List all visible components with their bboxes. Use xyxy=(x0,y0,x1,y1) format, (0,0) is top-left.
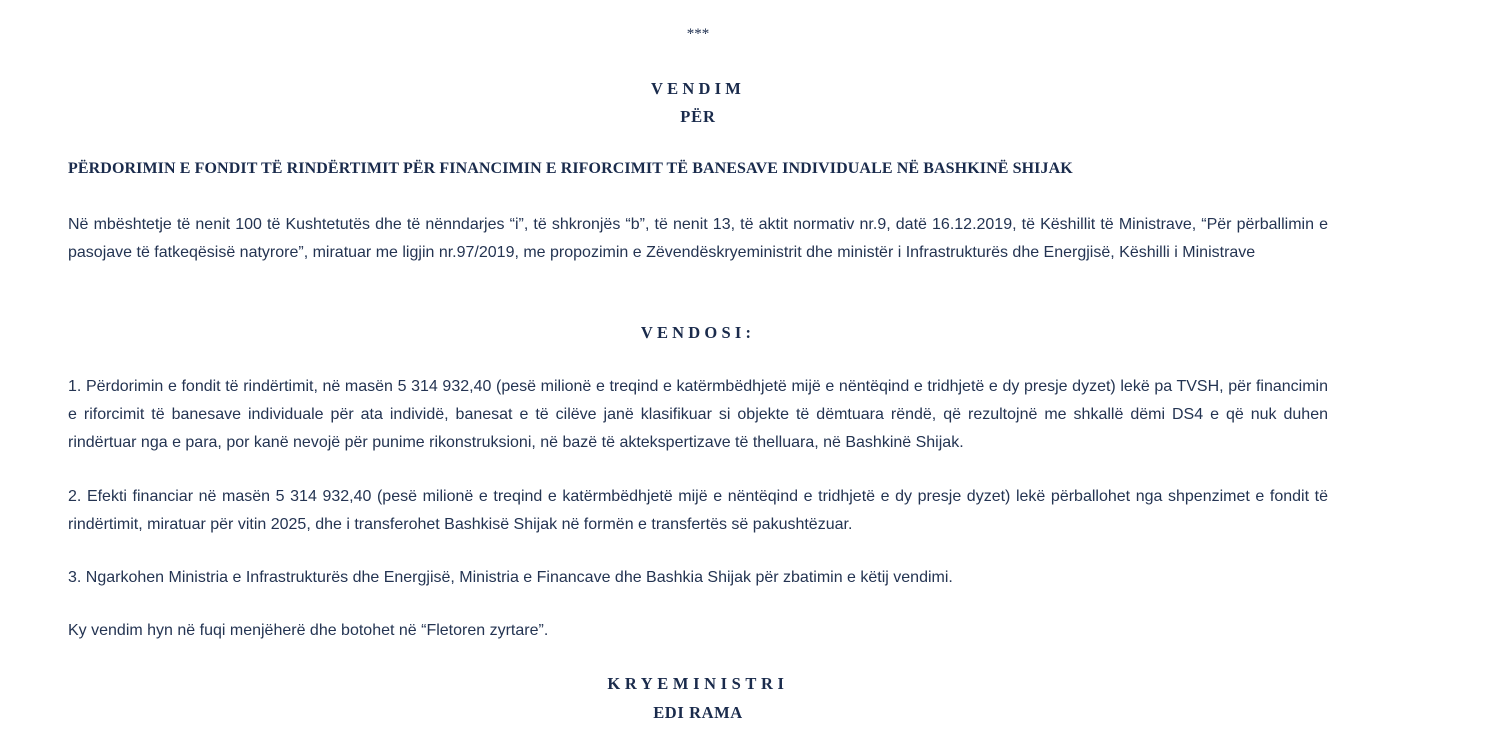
preamble-paragraph: Në mbështetje të nenit 100 të Kushtetutës dhe të nënndarjes “i”, të shkronjës “b”, të nenit 13, të aktit normativ nr.9, datë 16.12.2019, të Këshillit të Ministrave, “Për përballimin e pasojave të fatkeqësisë natyrore”, miratuar me ligjin nr.97/2019, me propozimin e Zëvendëskryeministrit dhe ministër i Infrastrukturës dhe Energjisë, Këshilli i Ministrave xyxy=(68,216,1328,261)
document-subject: PËRDORIMIN E FONDIT TË RINDËRTIMIT PËR FINANCIMIN E RIFORCIMIT TË BANESAVE INDIVIDUALE NË BASHKINË SHIJAK xyxy=(68,160,1073,177)
document-heading: VENDIM xyxy=(651,79,745,98)
separator-stars: *** xyxy=(686,26,710,42)
signatory-name: EDI RAMA xyxy=(653,703,743,722)
decision-heading: VENDOSI: xyxy=(640,323,756,342)
decision-point-3: 3. Ngarkohen Ministria e Infrastrukturës dhe Energjisë, Ministria e Financave dhe Bashkia Shijak për zbatimin e këtij vendimi. xyxy=(68,569,953,586)
document-subheading: PËR xyxy=(680,107,716,126)
decision-point-2: 2. Efekti financiar në masën 5 314 932,40 (pesë milionë e treqind e katërmbëdhjetë mijë e nëntëqind e tridhjetë e dy presje dyzet) lekë përballohet nga shpenzimet e fondit të rindërtimit, miratuar për vitin 2025, dhe i transferohet Bashkisë Shijak në formën e transfertës së pakushtëzuar. xyxy=(68,488,1328,533)
closing-paragraph: Ky vendim hyn në fuqi menjëherë dhe botohet në “Fletoren zyrtare”. xyxy=(68,622,549,639)
decision-point-1: 1. Përdorimin e fondit të rindërtimit, në masën 5 314 932,40 (pesë milionë e treqind e katërmbëdhjetë mijë e nëntëqind e tridhjetë e dy presje dyzet) lekë pa TVSH, për financimin e riforcimit të banesave individuale për ata individë, banesat e të cilëve janë klasifikuar si objekte të dëmtuara rëndë, që rezultojnë me shkallë dëmi DS4 e që nuk duhen rindërtuar nga e para, por kanë nevojë për punime rikonstruksioni, në bazë të aktekspertizave të thelluara, në Bashkinë Shijak. xyxy=(68,378,1328,451)
signatory-title: KRYEMINISTRI xyxy=(607,674,789,693)
